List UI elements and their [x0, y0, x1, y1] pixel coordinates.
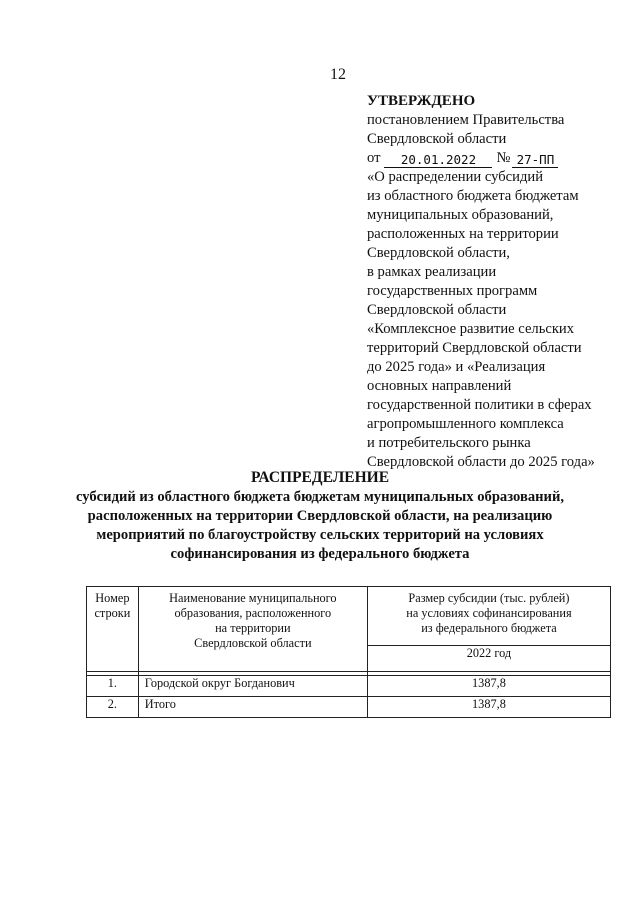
table-row [87, 697, 611, 718]
row-municipality: Городской округ Богданович [138, 676, 367, 697]
header-municipality [138, 587, 367, 672]
document-heading [0, 468, 640, 564]
decree-title-line: в рамках реализации [367, 264, 497, 280]
decree-date: 20.01.2022 [384, 152, 492, 168]
heading-line: расположенных на территории Свердловской области, на реализацию [87, 508, 553, 524]
header-text: из федерального бюджета [421, 621, 557, 635]
approval-block [367, 92, 629, 472]
header-text: образования, расположенного [174, 606, 332, 620]
header-year: 2022 год [367, 646, 610, 672]
decree-title-line: расположенных на территории [367, 226, 559, 242]
number-prefix: № [496, 150, 511, 166]
document-title: РАСПРЕДЕЛЕНИЕ [250, 469, 390, 486]
row-amount: 1387,8 [367, 676, 610, 697]
decree-title-line: государственных программ [367, 283, 538, 299]
decree-title-line: и потребительского рынка [367, 435, 531, 451]
header-text: Номер [95, 591, 130, 605]
row-number: 1. [87, 676, 139, 697]
header-text: Наименование муниципального [169, 591, 337, 605]
date-prefix: от [367, 150, 381, 166]
header-text: на территории [215, 621, 291, 635]
decree-title-line: Свердловской области [367, 302, 507, 318]
decree-number: 27-ПП [512, 152, 558, 168]
decree-title-line: «О распределении субсидий [367, 169, 544, 185]
decree-date-number-row [367, 149, 629, 168]
page-number: 12 [330, 66, 346, 83]
header-text: строки [94, 606, 131, 620]
row-municipality: Итого [138, 697, 367, 718]
heading-line: мероприятий по благоустройству сельских территорий на условиях [96, 527, 544, 543]
issuer-line-1: постановлением Правительства [367, 112, 565, 128]
decree-title-line: до 2025 года» и «Реализация [367, 359, 546, 375]
decree-title-line: Свердловской области, [367, 245, 510, 261]
header-text: Свердловской области [194, 636, 312, 650]
issuer-line-2: Свердловской области [367, 131, 507, 147]
header-subsidy-size [367, 587, 610, 646]
decree-title-line: агропромышленного комплекса [367, 416, 564, 432]
row-amount: 1387,8 [367, 697, 610, 718]
decree-title-line: основных направлений [367, 378, 512, 394]
header-row-number [87, 587, 139, 672]
table-row [87, 676, 611, 697]
approval-stamp: УТВЕРЖДЕНО [367, 93, 476, 109]
decree-title-line: Свердловской области до 2025 года» [367, 454, 595, 470]
header-text: на условиях софинансирования [406, 606, 572, 620]
decree-title-line: территорий Свердловской области [367, 340, 582, 356]
heading-line: субсидий из областного бюджета бюджетам муниципальных образований, [76, 489, 564, 505]
distribution-table [86, 586, 611, 718]
decree-title-line: муниципальных образований, [367, 207, 554, 223]
decree-title-line: из областного бюджета бюджетам [367, 188, 579, 204]
decree-title-line: государственной политики в сферах [367, 397, 592, 413]
decree-title-line: «Комплексное развитие сельских [367, 321, 575, 337]
heading-line: софинансирования из федерального бюджета [170, 546, 470, 562]
header-text: Размер субсидии (тыс. рублей) [408, 591, 570, 605]
row-number: 2. [87, 697, 139, 718]
